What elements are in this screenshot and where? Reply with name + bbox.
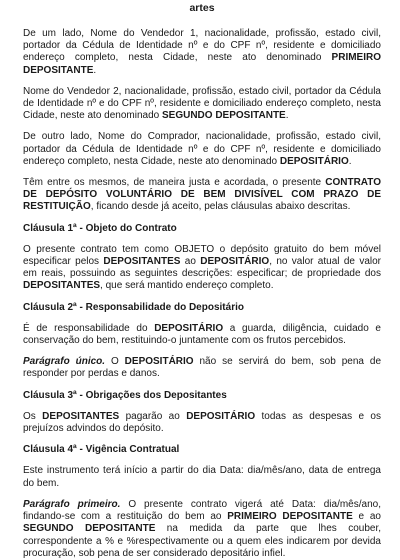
paragraph-label: Parágrafo primeiro. — [23, 498, 121, 510]
clause-2-heading: Cláusula 2ª - Responsabilidade do Depositário — [23, 301, 244, 313]
second-depositor-term: SEGUNDO DEPOSITANTE — [162, 110, 286, 122]
first-depositor-term: PRIMEIRO DEPOSITANTE — [23, 52, 381, 76]
party-first-depositor-paragraph: De um lado, Nome do Vendedor 1, nacionalidade, profissão, estado civil, portador da Cédula de Identidade nº e do CPF nº, residente e domiciliado endereço completo, nesta Cidade, neste ato denominado PRIMEIRO DEPOSITANTE. — [23, 28, 381, 76]
clause-2-single-paragraph: Parágrafo único. O DEPOSITÁRIO não se servirá do bem, sob pena de responder por perdas e danos. — [23, 356, 382, 380]
clause-4-heading: Cláusula 4ª - Vigência Contratual — [23, 444, 180, 456]
depositary-term: DEPOSITÁRIO — [279, 155, 349, 167]
clause-1-heading: Cláusula 1ª - Objeto do Contrato — [23, 222, 177, 234]
clause-1-text: O presente contrato tem como OBJETO o depósito gratuito do bem móvel especificar pelos DEPOSITANTES ao DEPOSITÁRIO, no valor atual de valor em reais, possuindo as seguintes descrições: especificar; de propriedade dos DEPOSITANTES, que será mantido endereço completo. — [23, 243, 381, 292]
clause-4-first-paragraph: Parágrafo primeiro. O presente contrato vigerá até Data: dia/mês/ano, findando-se com a restituição do bem ao PRIMEIRO DEPOSITANTE e ao SEGUNDO DEPOSITANTE na medida da parte que lhes couber, correspondente a % e %respectivamente ou a quem eles indicarem por devida procuração, sob pena de ser considerado depositário infiel. — [23, 498, 382, 559]
party-depositary-paragraph: De outro lado, Nome do Comprador, nacionalidade, profissão, estado civil, portador da Cédula de Identidade nº e do CPF nº, residente e domiciliado endereço completo, nesta Cidade, neste ato denominado DEPOSITÁRIO. — [23, 131, 381, 167]
page-header: artes — [189, 2, 215, 14]
clause-4-text: Este instrumento terá início a partir do dia Data: dia/mês/ano, data de entrega do bem. — [23, 465, 381, 489]
contract-name: CONTRATO DE DEPÓSITO VOLUNTÁRIO DE BEM DIVISÍVEL COM PRAZO DE RESTITUIÇÃO — [23, 177, 381, 213]
paragraph-label: Parágrafo único. — [23, 356, 106, 368]
clause-3-text: Os DEPOSITANTES pagarão ao DEPOSITÁRIO todas as despesas e os prejuízos advindos do depósito. — [23, 410, 381, 435]
clause-2-text: É de responsabilidade do DEPOSITÁRIO a guarda, diligência, cuidado e conservação do bem, restituindo-o juntamente com os frutos percebidos. — [23, 322, 381, 347]
contract-intro-paragraph: Têm entre os mesmos, de maneira justa e acordada, o presente CONTRATO DE DEPÓSITO VOLUNTÁRIO DE BEM DIVISÍVEL COM PRAZO DE RESTITUIÇÃO, ficando desde já aceito, pelas cláusulas abaixo descritas. — [23, 177, 381, 213]
party-second-depositor-paragraph: Nome do Vendedor 2, nacionalidade, profissão, estado civil, portador da Cédula de Identidade nº e do CPF nº, residente e domiciliado endereço completo, nesta Cidade, neste ato denominado SEGUNDO DEPOSITANTE. — [23, 85, 381, 122]
clause-3-heading: Cláusula 3ª - Obrigações dos Depositantes — [23, 389, 227, 401]
